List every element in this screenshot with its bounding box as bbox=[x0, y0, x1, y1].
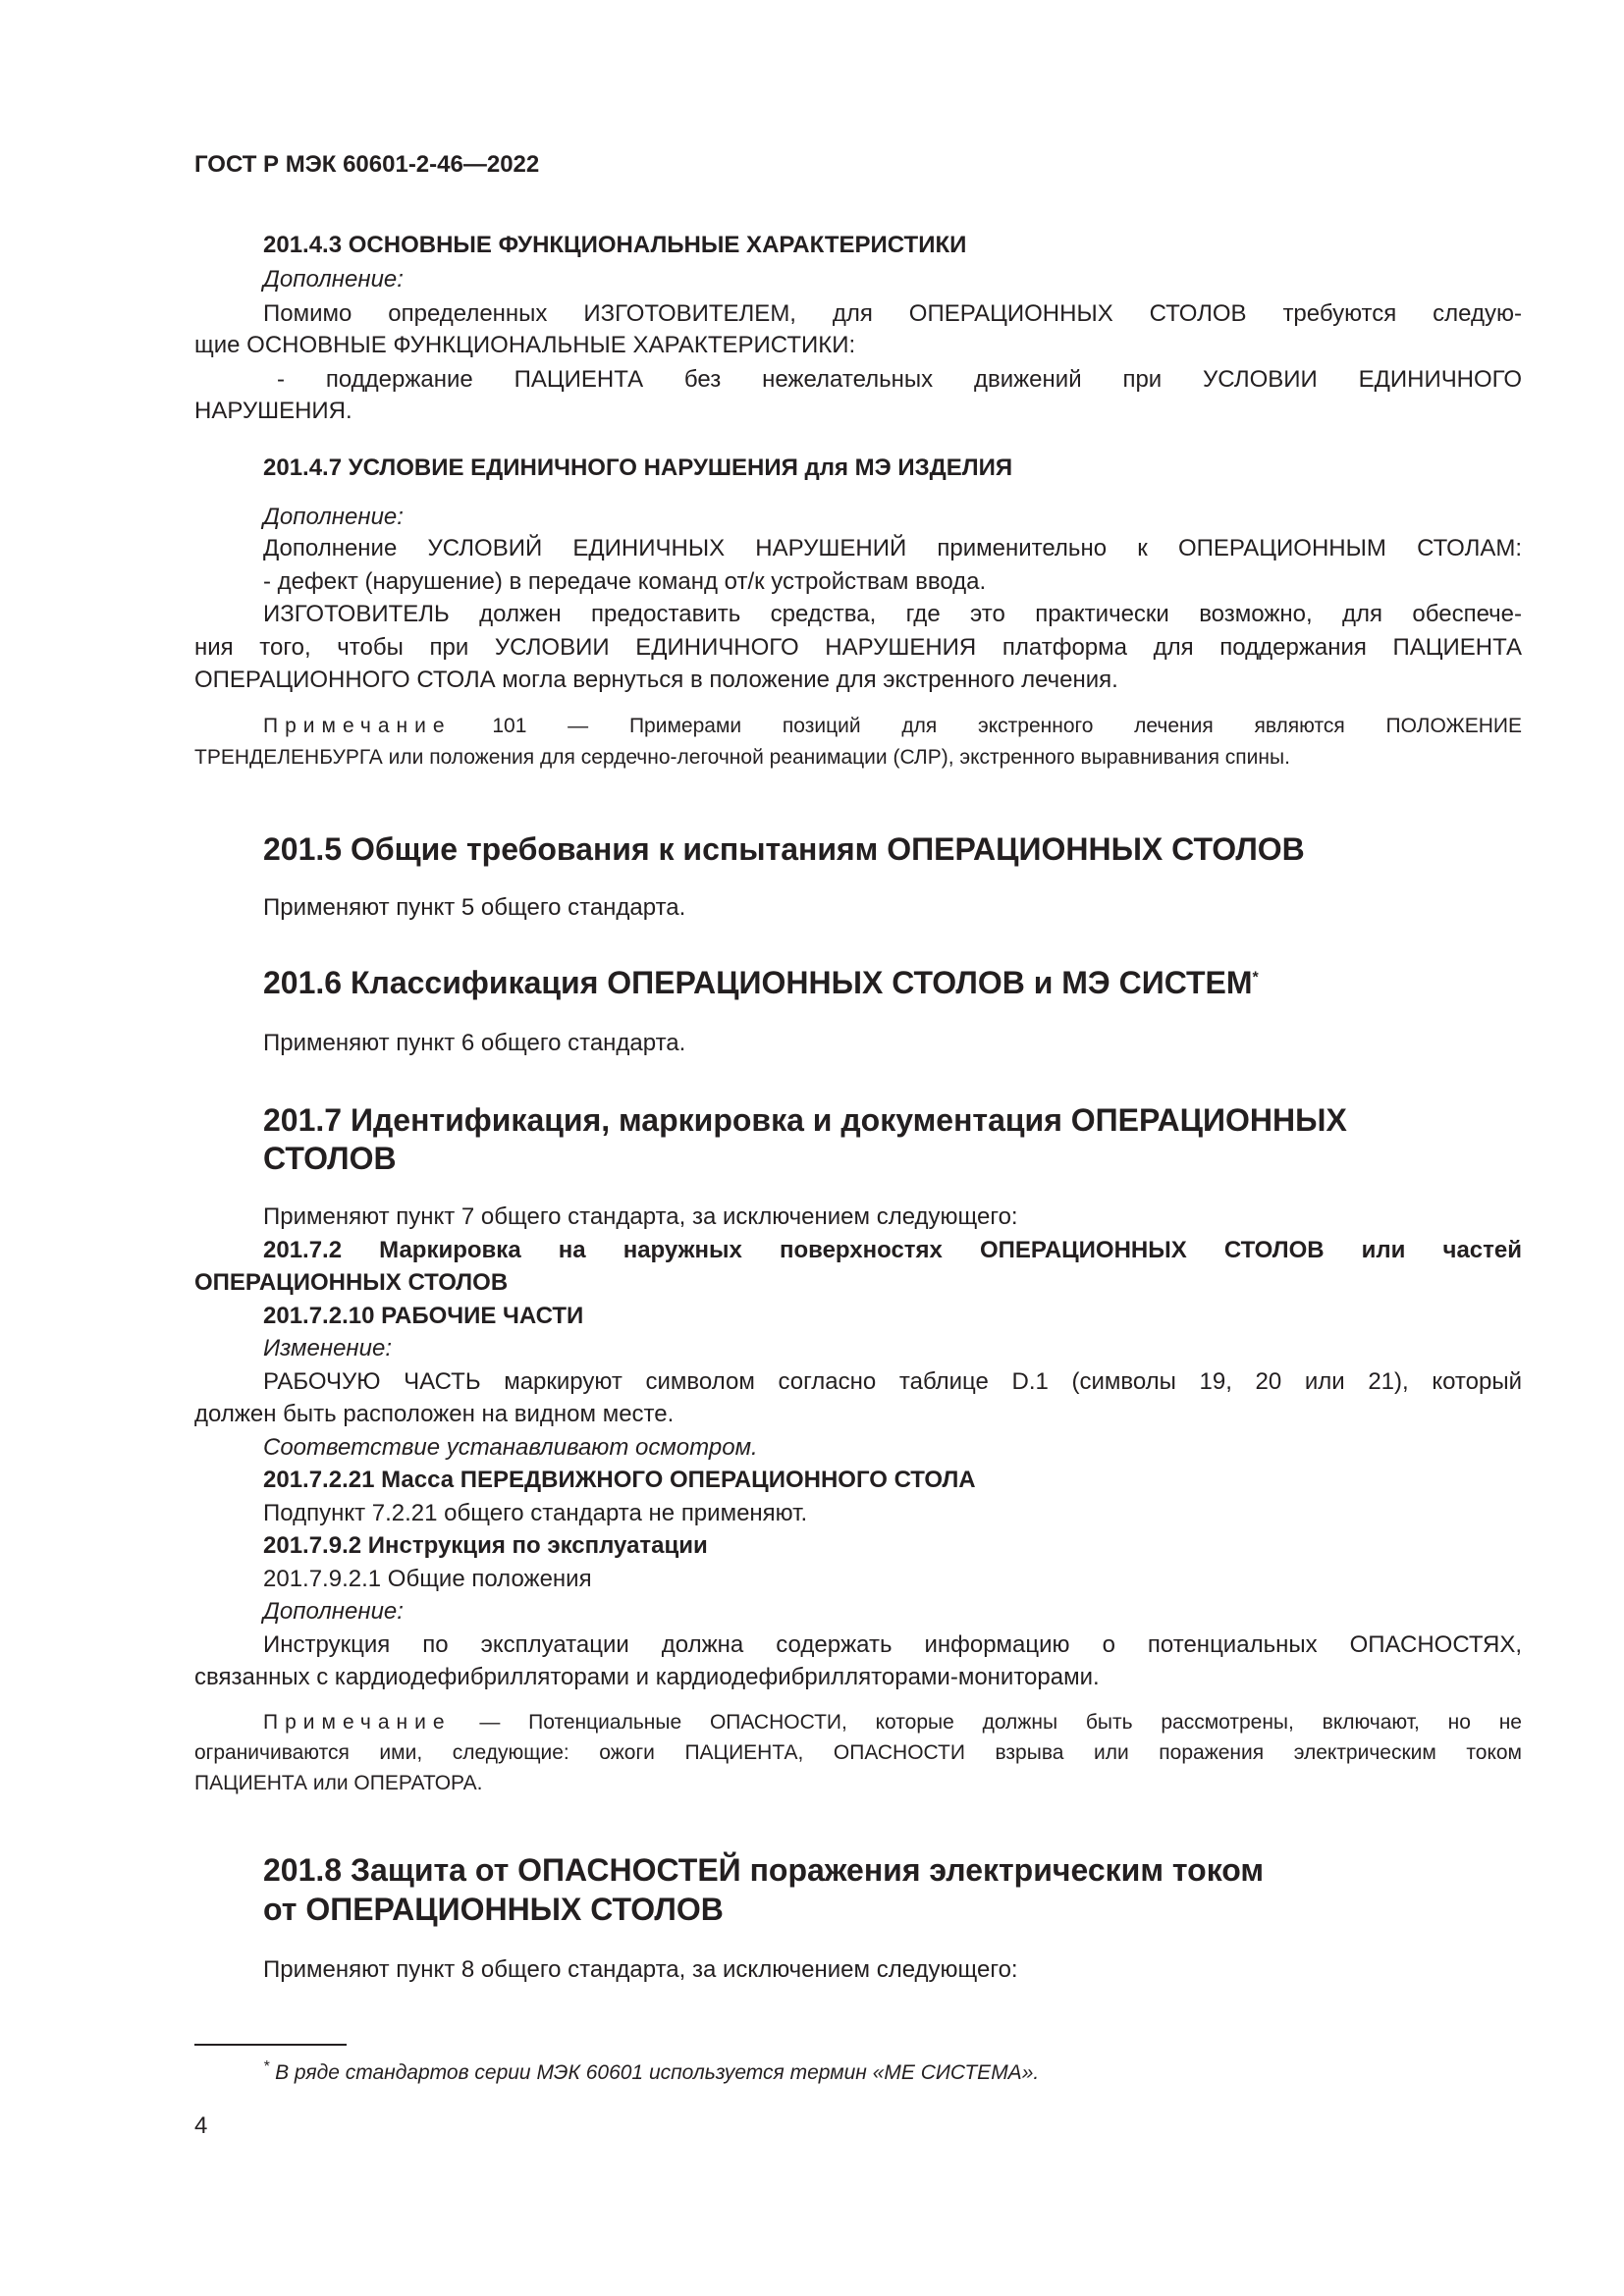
subheading-201-7-2: 201.7.2 Маркировка на наружных поверхностях ОПЕРАЦИОННЫХ СТОЛОВ или частей bbox=[263, 1237, 1522, 1263]
note-line bbox=[263, 711, 1522, 741]
paragraph-line: ОПЕРАЦИОННОГО СТОЛА могла вернуться в положение для экстренного лечения. bbox=[194, 667, 1118, 693]
paragraph-line: ния того, чтобы при УСЛОВИИ ЕДИНИЧНОГО НАРУШЕНИЯ платформа для поддержания ПАЦИЕНТА bbox=[194, 634, 1522, 661]
heading-201-8-line: от ОПЕРАЦИОННЫХ СТОЛОВ bbox=[263, 1892, 724, 1927]
addition-label: Дополнение: bbox=[263, 266, 404, 293]
paragraph-line: Инструкция по эксплуатации должна содержать информацию о потенциальных ОПАСНОСТЯХ, bbox=[263, 1631, 1522, 1658]
note-label: Примечание bbox=[263, 1711, 452, 1734]
note-text: — Потенциальные ОПАСНОСТИ, которые должны быть рассмотрены, включают, но не bbox=[479, 1711, 1522, 1734]
paragraph-line: Применяют пункт 7 общего стандарта, за исключением следующего: bbox=[263, 1203, 1018, 1230]
heading-201-7-line: СТОЛОВ bbox=[263, 1141, 397, 1176]
paragraph-line: - поддержание ПАЦИЕНТА без нежелательных движений при УСЛОВИИ ЕДИНИЧНОГО bbox=[277, 366, 1522, 393]
footnote-divider bbox=[194, 2044, 347, 2046]
subheading-201-7-9-2: 201.7.9.2 Инструкция по эксплуатации bbox=[263, 1532, 708, 1559]
footnote-mark: * bbox=[263, 2058, 270, 2075]
subheading-201-7-9-2-1: 201.7.9.2.1 Общие положения bbox=[263, 1566, 592, 1592]
paragraph-line: связанных с кардиодефибрилляторами и кардиодефибрилляторами-мониторами. bbox=[194, 1664, 1100, 1690]
compliance-line: Соответствие устанавливают осмотром. bbox=[263, 1434, 758, 1461]
note-line: ограничиваются ими, следующие: ожоги ПАЦИЕНТА, ОПАСНОСТИ взрыва или поражения электрическим током bbox=[194, 1741, 1522, 1764]
paragraph-line: ИЗГОТОВИТЕЛЬ должен предоставить средства, где это практически возможно, для обеспече- bbox=[263, 601, 1522, 627]
subheading-201-7-2-21: 201.7.2.21 Масса ПЕРЕДВИЖНОГО ОПЕРАЦИОННОГО СТОЛА bbox=[263, 1467, 976, 1493]
paragraph-line: НАРУШЕНИЯ. bbox=[194, 398, 352, 424]
paragraph-line: Применяют пункт 8 общего стандарта, за исключением следующего: bbox=[263, 1956, 1018, 1983]
paragraph-line: щие ОСНОВНЫЕ ФУНКЦИОНАЛЬНЫЕ ХАРАКТЕРИСТИКИ: bbox=[194, 332, 856, 358]
note-line: ПАЦИЕНТА или ОПЕРАТОРА. bbox=[194, 1772, 483, 1794]
note-line: ТРЕНДЕЛЕНБУРГА или положения для сердечно-легочной реанимации (СЛР), экстренного выравнивания спины. bbox=[194, 746, 1290, 769]
subheading-201-7-2: ОПЕРАЦИОННЫХ СТОЛОВ bbox=[194, 1269, 509, 1296]
paragraph-line: Применяют пункт 6 общего стандарта. bbox=[263, 1030, 686, 1056]
footnote bbox=[263, 2057, 1039, 2088]
heading-201-4-7: 201.4.7 УСЛОВИЕ ЕДИНИЧНОГО НАРУШЕНИЯ для МЭ ИЗДЕЛИЯ bbox=[263, 454, 1013, 481]
change-label: Изменение: bbox=[263, 1335, 392, 1362]
paragraph-line: - дефект (нарушение) в передаче команд от/к устройствам ввода. bbox=[263, 568, 987, 595]
heading-201-7-line: 201.7 Идентификация, маркировка и документация ОПЕРАЦИОННЫХ bbox=[263, 1102, 1347, 1138]
paragraph-line: должен быть расположен на видном месте. bbox=[194, 1401, 675, 1427]
footnote-text: В ряде стандартов серии МЭК 60601 используется термин «МЕ СИСТЕМА». bbox=[275, 2061, 1040, 2084]
page-number: 4 bbox=[194, 2112, 208, 2139]
paragraph-line: Подпункт 7.2.21 общего стандарта не применяют. bbox=[263, 1500, 808, 1526]
subheading-201-7-2-10: 201.7.2.10 РАБОЧИЕ ЧАСТИ bbox=[263, 1303, 584, 1329]
addition-label: Дополнение: bbox=[263, 1598, 404, 1625]
addition-label: Дополнение: bbox=[263, 504, 404, 530]
heading-text: 201.6 Классификация ОПЕРАЦИОННЫХ СТОЛОВ и МЭ СИСТЕМ bbox=[263, 965, 1253, 1000]
paragraph-line: РАБОЧУЮ ЧАСТЬ маркируют символом согласно таблице D.1 (символы 19, 20 или 21), который bbox=[263, 1368, 1522, 1395]
note-line bbox=[263, 1707, 1522, 1737]
note-label: Примечание bbox=[263, 715, 452, 737]
paragraph-line: Помимо определенных ИЗГОТОВИТЕЛЕМ, для ОПЕРАЦИОННЫХ СТОЛОВ требуются следую- bbox=[263, 300, 1522, 327]
heading-201-8-line: 201.8 Защита от ОПАСНОСТЕЙ поражения электрическим током bbox=[263, 1852, 1265, 1888]
heading-201-4-3: 201.4.3 ОСНОВНЫЕ ФУНКЦИОНАЛЬНЫЕ ХАРАКТЕРИСТИКИ bbox=[263, 232, 967, 258]
paragraph-line: Применяют пункт 5 общего стандарта. bbox=[263, 894, 686, 921]
note-text: 101 — Примерами позиций для экстренного лечения являются ПОЛОЖЕНИЕ bbox=[492, 715, 1523, 737]
footnote-mark: * bbox=[1252, 969, 1259, 987]
heading-201-5: 201.5 Общие требования к испытаниям ОПЕРАЦИОННЫХ СТОЛОВ bbox=[263, 831, 1305, 867]
heading-201-6 bbox=[263, 963, 1259, 1002]
paragraph-line: Дополнение УСЛОВИЙ ЕДИНИЧНЫХ НАРУШЕНИЙ применительно к ОПЕРАЦИОННЫМ СТОЛАМ: bbox=[263, 535, 1522, 561]
running-header: ГОСТ Р МЭК 60601-2-46—2022 bbox=[194, 151, 540, 178]
